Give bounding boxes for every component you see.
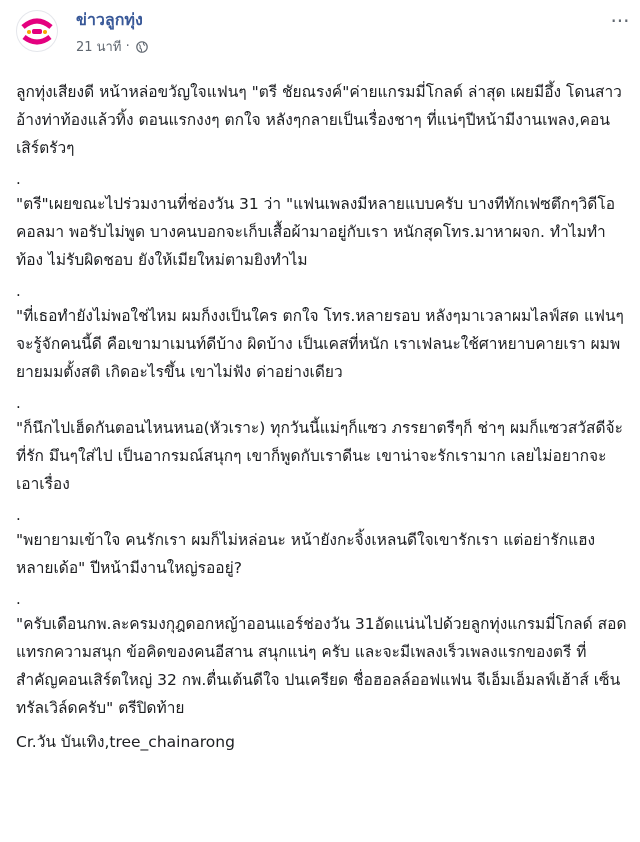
- paragraph-separator: .: [16, 394, 21, 412]
- post-paragraph: "ที่เธอทำยังไม่พอใช่ไหม ผมก็งงเป็นใคร ตกใจ โทร.หลายรอบ หลังๆมาเวลาผมไลฟ์สด แฟนๆจะรู้จักคนนี้ดี คือเขามาเมนท์ดีบ้าง ผิดบ้าง เป็นเคสที่หนัก เราเฟลนะใช้ศาหยาบคายเรา ผมพยายมมตั้งสติ เกิดอะไรขึ้น เขาไม่ฟัง ด่าอย่างเดียว: [16, 307, 624, 381]
- page-logo-icon: [17, 11, 57, 51]
- post-paragraph: ลูกทุ่งเสียงดี หน้าหล่อขวัญใจแฟนๆ "ตรี ชัยณรงค์"ค่ายแกรมมี่โกลด์ ล่าสุด เผยมีอึ้ง โดนสาวอ้างท่าท้องแล้วทิ้ง ตอนแรกงงๆ ตกใจ หลังๆกลายเป็นเรื่องชาๆ ที่แน่ๆปีหน้ามีงานเพลง,คอนเสิร์ตรัวๆ: [16, 83, 622, 157]
- post-paragraph: "พยายามเข้าใจ คนรักเรา ผมก็ไม่หล่อนะ หน้ายังกะจิ้งเหลนดีใจเขารักเรา แต่อย่ารักแฮงหลายเด้อ" ปีหน้ามีงานใหญ่รออยู่?: [16, 531, 596, 577]
- meta-separator: ·: [125, 39, 130, 54]
- paragraph-separator: .: [16, 282, 21, 300]
- post-meta: [76, 36, 148, 57]
- post-paragraph: "ครับเดือนกพ.ละครมงกุฎดอกหญ้าออนแอร์ช่องวัน 31อัดแน่นไปด้วยลูกทุ่งแกรมมี่โกลด์ สอดแทรกความสนุก ข้อคิดของคนอีสาน สนุกแน่ๆ ครับ และจะมีเพลงเร็วเพลงแรกของตรี ที่สำคัญคอนเสิร์ตใหญ่ 32 กพ.ตื่นเต้นดีใจ ปนเครียด ชื่อฮอลล์ออฟแฟน จีเอ็มเอ็มลฟ์เฮ้าส์ เซ็นทรัลเวิล์ดครับ" ตรีปิดท้าย: [16, 615, 627, 717]
- page-avatar[interactable]: [16, 10, 58, 52]
- paragraph-separator: .: [16, 506, 21, 524]
- post-header: [0, 0, 640, 70]
- post-body: [16, 78, 628, 756]
- more-options-button[interactable]: ···: [610, 9, 630, 33]
- page-name-link[interactable]: ข่าวลูกทุ่ง: [76, 10, 143, 29]
- globe-icon[interactable]: [136, 41, 148, 53]
- post-time[interactable]: 21 นาที: [76, 40, 122, 55]
- post-paragraph: "ตรี"เผยขณะไปร่วมงานที่ช่องวัน 31 ว่า "แฟนเพลงมีหลายแบบครับ บางทีทักเฟซตึกๆวิดีโอคอลมา พอรับไม่พูด บางคนบอกจะเก็บเสื้อผ้ามาอยู่กับเรา หนักสุดโทร.มาหาผจก. ทำไมทำท้อง ไม่รับผิดชอบ ยังให้เมียใหม่ตามยิงทำไม: [16, 195, 616, 269]
- paragraph-separator: .: [16, 170, 21, 188]
- post-credit: Cr.วัน บันเทิง,tree_chainarong: [16, 733, 235, 751]
- post-paragraph: "ก็นึกไปเฮ็ดกันตอนไหนหนอ(หัวเราะ) ทุกวันนี้แม่ๆก็แซว ภรรยาตรีๆก็ ช่าๆ ผมก็แซวสวัสดีจ้ะที่รัก มึนๆใส่ไป เป็นอากรมณ์สนุกๆ เขาก็พูดกับเราดีนะ เขาน่าจะรักเรามาก เลยไม่อยากจะเอาเรื่อง: [16, 419, 623, 493]
- paragraph-separator: .: [16, 590, 21, 608]
